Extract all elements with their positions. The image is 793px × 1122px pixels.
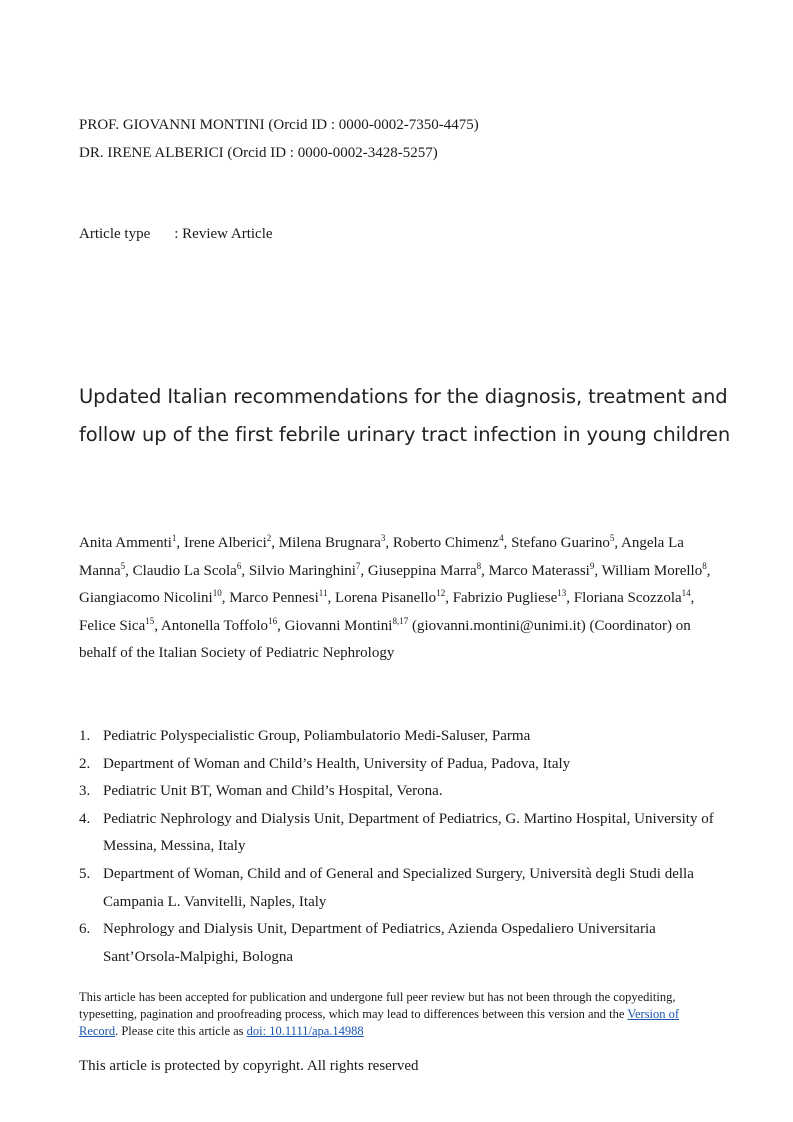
author-name-text: Angela La Manna	[79, 535, 684, 579]
author-affiliation-number: 4	[499, 533, 504, 543]
author-name	[160, 615, 278, 634]
author-name	[284, 615, 409, 634]
author-name-text: Floriana Scozzola	[573, 590, 682, 607]
doi-link[interactable]: doi: 10.1111/apa.14988	[246, 1024, 364, 1038]
author-affiliation-number: 8,17	[392, 615, 409, 626]
author-affiliation-number: 16	[268, 615, 278, 626]
header-author-2: DR. IRENE ALBERICI (Orcid ID : 0000-0002-3428-5257)	[79, 145, 438, 161]
author-name-text: William Morello	[601, 562, 703, 579]
header-author-1: PROF. GIOVANNI MONTINI (Orcid ID : 0000-0002-7350-4475)	[79, 117, 479, 133]
copyright-notice: This article is protected by copyright. All rights reserved	[79, 1058, 419, 1074]
author-name-text: Claudio La Scola	[132, 562, 237, 579]
author-name-text: Milena Brugnara	[278, 535, 381, 551]
author-name-text: Stefano Guarino	[511, 535, 610, 551]
affiliation-item	[79, 723, 719, 751]
author-affiliation-number: 11	[318, 588, 328, 599]
author-name-text: Giuseppina Marra	[367, 562, 477, 579]
author-name	[453, 590, 567, 606]
author-affiliation-number: 3	[380, 533, 386, 543]
affiliation-item	[79, 806, 719, 861]
affiliation-text: Pediatric Nephrology and Dialysis Unit, Department of Pediatrics, G. Martino Hospital, University of Messina, Messina, Italy	[103, 810, 714, 855]
author-affiliation-number: 5	[120, 560, 126, 571]
author-name-text: Silvio Maringhini	[248, 562, 356, 579]
author-name-text: Fabrizio Pugliese	[452, 590, 558, 607]
affiliation-text: Nephrology and Dialysis Unit, Department of Pediatrics, Azienda Ospedaliero Universitaria Sant’Orsola-Malpighi, Bologna	[103, 921, 656, 965]
affiliation-number: 2.	[79, 755, 91, 772]
version-of-record-link[interactable]: Version of Record	[79, 1007, 680, 1038]
affiliation-number: 5.	[79, 865, 91, 882]
affiliation-number: 4.	[79, 810, 91, 827]
author-name	[393, 535, 504, 551]
author-affiliation-number: 7	[355, 560, 361, 571]
author-affiliation-number: 13	[557, 588, 567, 599]
author-name-text: Felice Sica	[79, 617, 146, 634]
author-name	[279, 535, 386, 551]
author-name	[184, 535, 271, 551]
article-type-label: Article type	[79, 226, 151, 242]
author-affiliation-number: 14	[681, 588, 691, 599]
author-affiliation-number: 6	[236, 560, 242, 571]
affiliation-list	[79, 723, 719, 971]
affiliation-text: Pediatric Unit BT, Woman and Child’s Hospital, Verona.	[103, 783, 443, 800]
author-affiliation-number: 2	[266, 533, 272, 543]
affiliation-item	[79, 861, 719, 916]
affiliation-text: Pediatric Polyspecialistic Group, Poliambulatorio Medi-Saluser, Parma	[103, 728, 531, 744]
author-list	[79, 530, 719, 668]
author-name	[488, 560, 595, 579]
author-affiliation-number: 8	[702, 560, 707, 571]
affiliation-text: Department of Woman and Child’s Health, University of Padua, Padova, Italy	[103, 755, 571, 772]
author-affiliation-number: 15	[145, 615, 155, 626]
affiliation-number: 6.	[79, 921, 91, 938]
author-name	[132, 560, 242, 579]
affiliation-number: 1.	[79, 728, 91, 744]
author-name-text: Anita Ammenti	[79, 535, 172, 551]
author-name-text: Lorena Pisanello	[334, 590, 437, 607]
author-name	[574, 590, 691, 606]
author-name-text: Giovanni Montini	[284, 617, 393, 634]
author-name	[367, 560, 482, 579]
author-name	[79, 535, 176, 551]
author-name	[248, 560, 361, 579]
affiliation-item	[79, 778, 719, 806]
disclaimer	[79, 989, 719, 1040]
article-title	[79, 378, 731, 454]
author-affiliation-number: 1	[171, 533, 177, 543]
author-note: (giovanni.montini@unimi.it) (Coordinator) on behalf of the Italian Society of Pediatric Nephrology	[79, 617, 691, 662]
author-name-text: Marco Materassi	[488, 562, 590, 579]
disclaimer-text: This article has been accepted for publication and undergone full peer review but has not been through the copyediting, typesetting, pagination and proofreading process, which may lead to differences between this version and the	[79, 990, 676, 1021]
affiliation-item	[79, 751, 719, 779]
author-name-text: Roberto Chimenz	[392, 535, 500, 551]
author-name-text: Marco Pennesi	[229, 590, 319, 607]
affiliation-item	[79, 916, 719, 971]
title-line-2: follow up of the first febrile urinary tract infection in young children	[79, 423, 731, 446]
disclaimer-middle: . Please cite this article as	[115, 1024, 247, 1038]
author-affiliation-number: 12	[436, 588, 446, 599]
author-name-text: Antonella Toffolo	[160, 617, 269, 634]
author-name	[229, 590, 327, 606]
affiliation-number: 3.	[79, 783, 91, 800]
author-affiliation-number: 10	[212, 588, 222, 599]
author-name	[79, 590, 222, 606]
authors: Anita Ammenti$^1$, Irene Alberici$^2$, Milena Brugnara$^3$, Roberto Chimenz$^4$, Stefano Guarino$^5$, Angela La Manna$^5$, Claudio La Scola$^6$, Silvio Maringhini$^7$, Giuseppina Marra$^8$, Marco Materassi$^9$, William Morello$^8$, Giangiacomo Nicolini$^{10}$, Marco Pennesi$^{11}$, Lorena Pisanello$^{12}$, Fabrizio Pugliese$^{13}$, Floriana Scozzola$^{14}$, Felice Sica$^{15}$, Antonella Toffolo$^{16}$, Giovanni Montini$^{8,17}$	[79, 533, 711, 634]
author-affiliation-number: 9	[589, 560, 595, 571]
author-affiliation-number: 5	[609, 533, 615, 543]
author-name	[79, 615, 155, 634]
article-type-value: : Review Article	[174, 226, 273, 242]
author-affiliation-number: 8	[476, 560, 482, 571]
author-name	[511, 535, 614, 551]
article-type	[79, 224, 273, 244]
author-name	[601, 560, 707, 579]
author-name-text: Giangiacomo Nicolini	[79, 590, 213, 607]
title-line-1: Updated Italian recommendations for the diagnosis, treatment and	[79, 385, 728, 408]
author-name	[335, 590, 445, 606]
author-name-text: Irene Alberici	[183, 535, 267, 551]
affiliation-text: Department of Woman, Child and of General and Specialized Surgery, Università degli Studi della Campania L. Vanvitelli, Naples, Italy	[103, 865, 694, 910]
